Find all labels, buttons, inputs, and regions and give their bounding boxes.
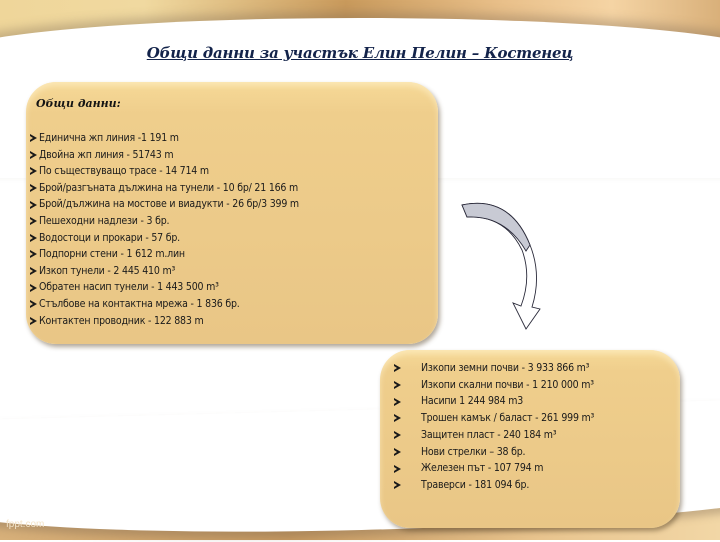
list-item: Железен път - 107 794 m — [394, 460, 594, 477]
arrowhead-bullet-icon — [394, 364, 401, 372]
arrowhead-bullet-icon — [394, 398, 401, 406]
list-item: Брой/разгъната дължина на тунели - 10 бр/ 21 166 m — [30, 180, 299, 197]
list-item: Трошен камък / баласт - 261 999 m³ — [394, 410, 594, 427]
arrowhead-bullet-icon — [30, 284, 37, 292]
list-item: Брой/дължина на мостове и виадукти - 26 бр/3 399 m — [30, 196, 299, 213]
arrowhead-bullet-icon — [30, 201, 37, 209]
list-item: Обратен насип тунели - 1 443 500 m³ — [30, 279, 299, 296]
list-item: Изкопи скални почви - 1 210 000 m³ — [394, 377, 594, 394]
arrowhead-bullet-icon — [394, 381, 401, 389]
curved-arrow-icon — [460, 195, 560, 330]
arrowhead-bullet-icon — [394, 448, 401, 456]
arrowhead-bullet-icon — [30, 151, 37, 159]
brand-watermark: fppt.com — [6, 519, 45, 530]
list-item: Защитен пласт - 240 184 m³ — [394, 427, 594, 444]
arrowhead-bullet-icon — [394, 431, 401, 439]
general-data-list — [30, 130, 299, 329]
arrowhead-bullet-icon — [394, 414, 401, 422]
list-item: Изкопи земни почви - 3 933 866 m³ — [394, 360, 594, 377]
arrowhead-bullet-icon — [394, 481, 401, 489]
arrowhead-bullet-icon — [30, 184, 37, 192]
list-item: Пешеходни надлези - 3 бр. — [30, 213, 299, 230]
arrowhead-bullet-icon — [30, 134, 37, 142]
arrowhead-bullet-icon — [30, 234, 37, 242]
arrowhead-bullet-icon — [30, 167, 37, 175]
list-item: Водостоци и прокари - 57 бр. — [30, 230, 299, 247]
general-data-box — [26, 82, 438, 344]
list-item: Нови стрелки – 38 бр. — [394, 444, 594, 461]
list-item: По съществуващо трасе - 14 714 m — [30, 163, 299, 180]
slide-title: Общи данни за участък Елин Пелин – Костенец — [146, 44, 574, 62]
arrowhead-bullet-icon — [30, 217, 37, 225]
arrowhead-bullet-icon — [30, 300, 37, 308]
list-item: Изкоп тунели - 2 445 410 m³ — [30, 263, 299, 280]
works-data-list — [394, 360, 594, 494]
works-data-box — [380, 350, 680, 528]
general-data-heading: Общи данни: — [36, 97, 121, 110]
arrowhead-bullet-icon — [30, 317, 37, 325]
list-item: Подпорни стени - 1 612 m.лин — [30, 246, 299, 263]
list-item: Двойна жп линия - 51743 m — [30, 147, 299, 164]
list-item: Стълбове на контактна мрежа - 1 836 бр. — [30, 296, 299, 313]
list-item: Контактен проводник - 122 883 m — [30, 313, 299, 330]
list-item: Единична жп линия -1 191 m — [30, 130, 299, 147]
arrowhead-bullet-icon — [30, 250, 37, 258]
list-item: Траверси - 181 094 бр. — [394, 477, 594, 494]
arrowhead-bullet-icon — [30, 267, 37, 275]
list-item: Насипи 1 244 984 m3 — [394, 393, 594, 410]
arrowhead-bullet-icon — [394, 465, 401, 473]
